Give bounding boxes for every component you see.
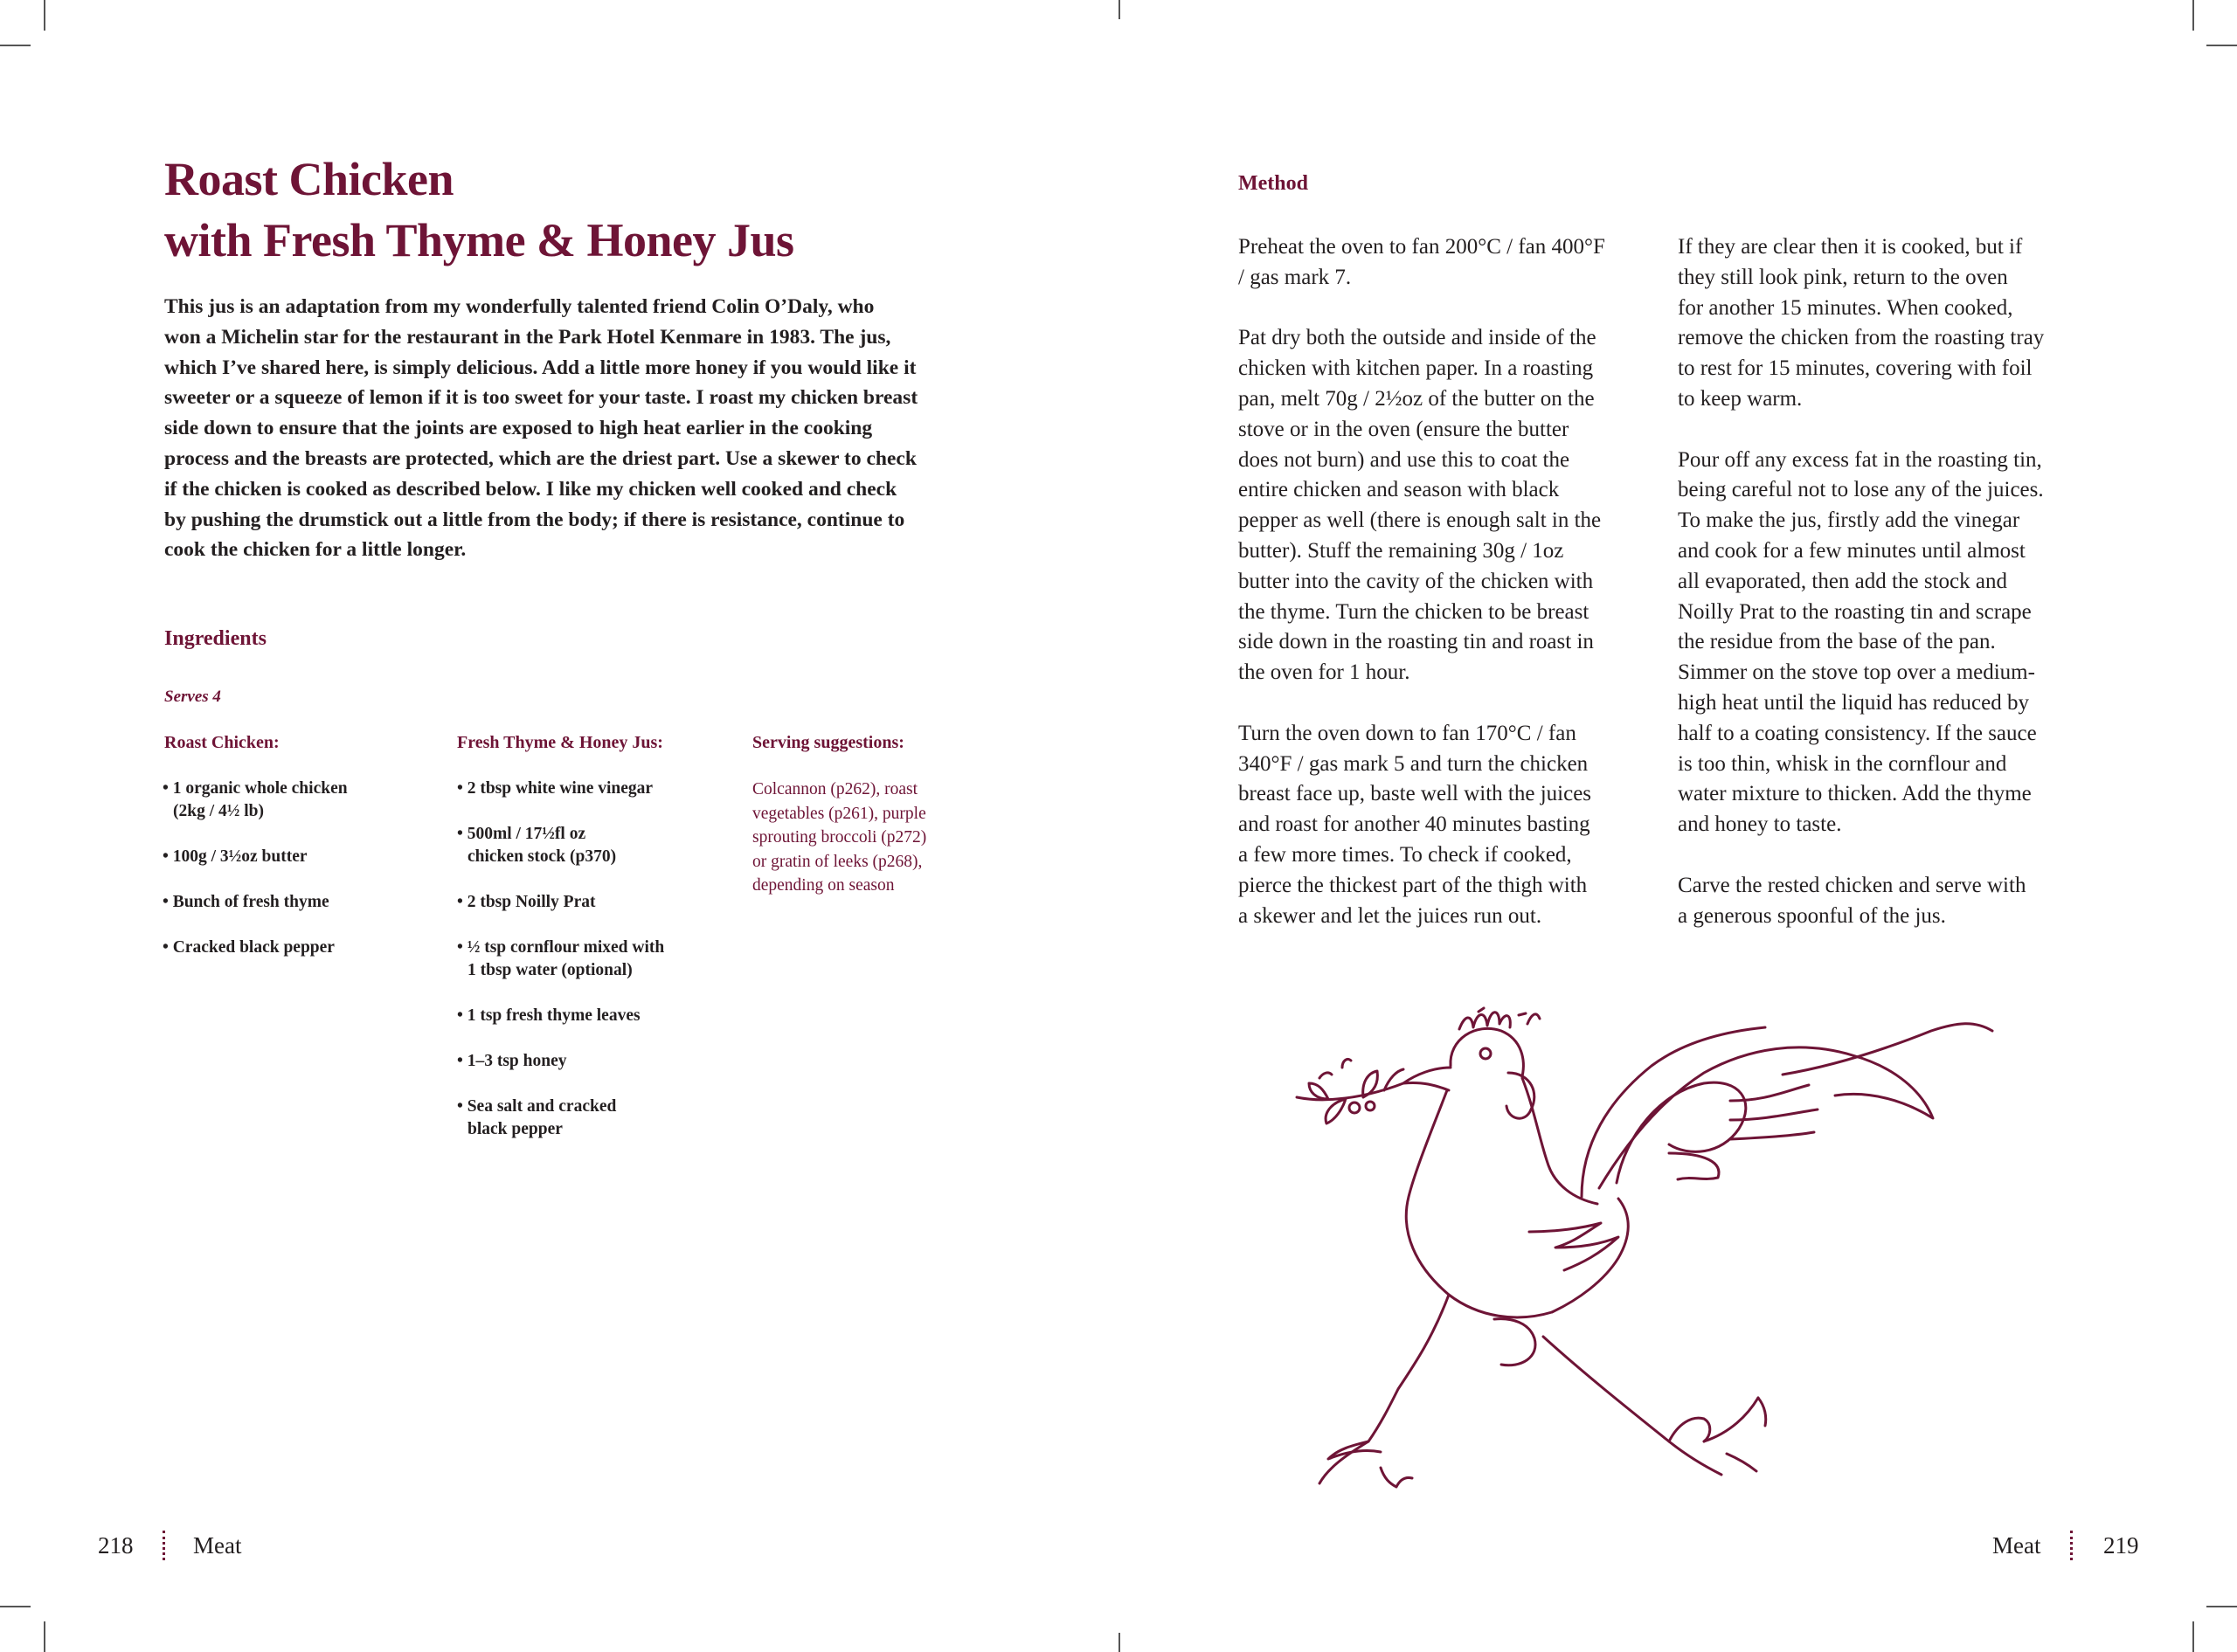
method-line: butter). Stuff the remaining 30g / 1oz bbox=[1238, 538, 1564, 563]
list-item bbox=[457, 1050, 664, 1073]
method-line: pan, melt 70g / 2½oz of the butter on the bbox=[1238, 386, 1595, 411]
method-line: To make the jus, firstly add the vinegar bbox=[1678, 508, 2020, 533]
serves-label: Serves 4 bbox=[164, 688, 221, 706]
page-title bbox=[164, 149, 794, 271]
intro-line: by pushing the drumstick out a little from the body; if there is resistance, continue to bbox=[164, 508, 905, 531]
method-line: butter into the cavity of the chicken with bbox=[1238, 569, 1594, 593]
ingredient-line: chicken stock (p370) bbox=[467, 847, 617, 866]
crop-mark bbox=[44, 0, 45, 31]
page-number-right: 219 bbox=[2103, 1532, 2139, 1559]
crop-mark bbox=[2206, 1606, 2237, 1607]
method-line: to keep warm. bbox=[1678, 386, 1803, 411]
method-line: they still look pink, return to the oven bbox=[1678, 265, 2008, 289]
crop-mark bbox=[44, 1621, 45, 1652]
method-line: a few more times. To check if cooked, bbox=[1238, 842, 1572, 867]
serving-line: Colcannon (p262), roast bbox=[752, 780, 918, 798]
serving-line: or gratin of leeks (p268), bbox=[752, 852, 923, 871]
ingredient-line: • 100g / 3½oz butter bbox=[163, 847, 308, 866]
jus-heading: Fresh Thyme & Honey Jus: bbox=[457, 733, 663, 752]
method-line: and cook for a few minutes until almost bbox=[1678, 538, 2026, 563]
crop-mark bbox=[0, 45, 31, 46]
list-item bbox=[457, 1005, 664, 1027]
ingredient-line: • Cracked black pepper bbox=[163, 938, 335, 957]
method-line: the oven for 1 hour. bbox=[1238, 660, 1410, 685]
method-line: Simmer on the stove top over a medium- bbox=[1678, 660, 2035, 685]
serving-suggestions-heading: Serving suggestions: bbox=[752, 733, 904, 752]
method-heading: Method bbox=[1238, 172, 1308, 195]
method-line: stove or in the oven (ensure the butter bbox=[1238, 417, 1569, 441]
method-line: being careful not to lose any of the juices. bbox=[1678, 478, 2044, 502]
method-paragraph bbox=[1678, 232, 2044, 415]
method-line: 340°F / gas mark 5 and turn the chicken bbox=[1238, 751, 1589, 776]
method-line: a generous spoonful of the jus. bbox=[1678, 903, 1946, 928]
intro-line: if the chicken is cooked as described below. I like my chicken well cooked and check bbox=[164, 477, 897, 501]
method-column-1 bbox=[1238, 232, 1605, 962]
method-paragraph bbox=[1678, 446, 2044, 840]
method-line: is too thin, whisk in the cornflour and bbox=[1678, 751, 2007, 776]
method-line: water mixture to thicken. Add the thyme bbox=[1678, 782, 2032, 806]
method-line: side down in the roasting tin and roast in bbox=[1238, 630, 1594, 654]
ingredient-line: (2kg / 4½ lb) bbox=[173, 802, 265, 820]
intro-line: process and the breasts are protected, which are the driest part. Use a skewer to check bbox=[164, 446, 917, 470]
title-line-2: with Fresh Thyme & Honey Jus bbox=[164, 214, 794, 266]
list-item bbox=[457, 778, 664, 800]
method-line: / gas mark 7. bbox=[1238, 265, 1352, 289]
method-line: pepper as well (there is enough salt in the bbox=[1238, 508, 1602, 533]
serving-line: sprouting broccoli (p272) bbox=[752, 828, 927, 847]
method-line: entire chicken and season with black bbox=[1238, 478, 1560, 502]
method-line: Pat dry both the outside and inside of the bbox=[1238, 326, 1596, 350]
list-item bbox=[457, 937, 664, 982]
ingredient-line: • Sea salt and cracked bbox=[457, 1097, 617, 1116]
jus-list bbox=[457, 778, 664, 1164]
ingredients-heading: Ingredients bbox=[164, 627, 267, 650]
list-item bbox=[163, 891, 348, 914]
ingredient-line: • 1 tsp fresh thyme leaves bbox=[457, 1006, 641, 1025]
intro-line: sweeter or a squeeze of lemon if it is too sweet for your taste. I roast my chicken breast bbox=[164, 386, 918, 410]
ingredient-line: • 2 tbsp white wine vinegar bbox=[457, 779, 654, 798]
method-line: for another 15 minutes. When cooked, bbox=[1678, 295, 2013, 320]
footer-divider bbox=[163, 1531, 165, 1560]
ingredient-line: • ½ tsp cornflour mixed with bbox=[457, 938, 665, 957]
serving-line: vegetables (p261), purple bbox=[752, 804, 926, 823]
roast-chicken-list bbox=[163, 778, 348, 982]
crop-mark bbox=[2206, 45, 2237, 46]
method-line: Turn the oven down to fan 170°C / fan bbox=[1238, 721, 1576, 745]
intro-paragraph bbox=[164, 292, 1003, 565]
footer-divider bbox=[2070, 1531, 2073, 1560]
method-line: Preheat the oven to fan 200°C / fan 400°F bbox=[1238, 235, 1605, 259]
method-line: high heat until the liquid has reduced by bbox=[1678, 690, 2029, 715]
method-paragraph bbox=[1238, 232, 1605, 294]
ingredient-line: • 500ml / 17½fl oz bbox=[457, 825, 586, 843]
method-line: breast face up, baste well with the juices bbox=[1238, 782, 1592, 806]
method-line: half to a coating consistency. If the sauce bbox=[1678, 721, 2037, 745]
method-line: pierce the thickest part of the thigh with bbox=[1238, 873, 1588, 897]
crop-mark bbox=[0, 1606, 31, 1607]
crop-mark bbox=[1118, 0, 1120, 19]
section-label-right: Meat bbox=[1992, 1532, 2041, 1559]
method-line: remove the chicken from the roasting tray bbox=[1678, 326, 2045, 350]
section-label-left: Meat bbox=[193, 1532, 242, 1559]
crop-mark bbox=[2192, 1621, 2194, 1652]
crop-mark bbox=[2192, 0, 2194, 31]
method-line: Carve the rested chicken and serve with bbox=[1678, 873, 2026, 897]
method-column-2 bbox=[1678, 232, 2044, 962]
serving-suggestions-text bbox=[752, 778, 926, 898]
list-item bbox=[457, 1096, 664, 1141]
method-paragraph bbox=[1678, 871, 2044, 932]
method-line: to rest for 15 minutes, covering with foil bbox=[1678, 356, 2033, 381]
method-line: and roast for another 40 minutes basting bbox=[1238, 812, 1590, 837]
intro-line: which I’ve shared here, is simply delicious. Add a little more honey if you would like it bbox=[164, 356, 917, 379]
method-line: does not burn) and use this to coat the bbox=[1238, 447, 1570, 472]
ingredient-line: • 1–3 tsp honey bbox=[457, 1052, 567, 1070]
ingredient-line: • 1 organic whole chicken bbox=[163, 779, 348, 798]
ingredient-line: • Bunch of fresh thyme bbox=[163, 893, 329, 911]
method-line: Noilly Prat to the roasting tin and scrape bbox=[1678, 599, 2032, 624]
serving-line: depending on season bbox=[752, 876, 895, 895]
list-item bbox=[457, 823, 664, 868]
method-line: the residue from the base of the pan. bbox=[1678, 630, 1996, 654]
intro-line: cook the chicken for a little longer. bbox=[164, 538, 467, 562]
method-line: and honey to taste. bbox=[1678, 812, 1842, 837]
method-line: If they are clear then it is cooked, but if bbox=[1678, 235, 2023, 259]
list-item bbox=[457, 891, 664, 914]
list-item bbox=[163, 846, 348, 868]
method-line: a skewer and let the juices run out. bbox=[1238, 903, 1542, 928]
crop-mark bbox=[1118, 1633, 1120, 1652]
intro-line: won a Michelin star for the restaurant in the Park Hotel Kenmare in 1983. The jus, bbox=[164, 325, 891, 349]
method-line: the thyme. Turn the chicken to be breast bbox=[1238, 599, 1589, 624]
rooster-sketch-icon bbox=[1293, 970, 2036, 1529]
title-line-1: Roast Chicken bbox=[164, 153, 454, 205]
method-paragraph bbox=[1238, 323, 1605, 688]
method-line: all evaporated, then add the stock and bbox=[1678, 569, 2007, 593]
intro-line: This jus is an adaptation from my wonderfully talented friend Colin O’Daly, who bbox=[164, 295, 875, 318]
ingredient-line: 1 tbsp water (optional) bbox=[467, 961, 633, 979]
method-paragraph bbox=[1238, 719, 1605, 932]
roast-chicken-heading: Roast Chicken: bbox=[164, 733, 280, 752]
method-line: Pour off any excess fat in the roasting tin, bbox=[1678, 447, 2042, 472]
page-number-left: 218 bbox=[98, 1532, 134, 1559]
ingredient-line: • 2 tbsp Noilly Prat bbox=[457, 893, 596, 911]
ingredient-line: black pepper bbox=[467, 1120, 563, 1138]
intro-line: side down to ensure that the joints are exposed to high heat earlier in the cooking bbox=[164, 417, 873, 440]
list-item bbox=[163, 937, 348, 959]
list-item bbox=[163, 778, 348, 823]
method-line: chicken with kitchen paper. In a roasting bbox=[1238, 356, 1594, 381]
